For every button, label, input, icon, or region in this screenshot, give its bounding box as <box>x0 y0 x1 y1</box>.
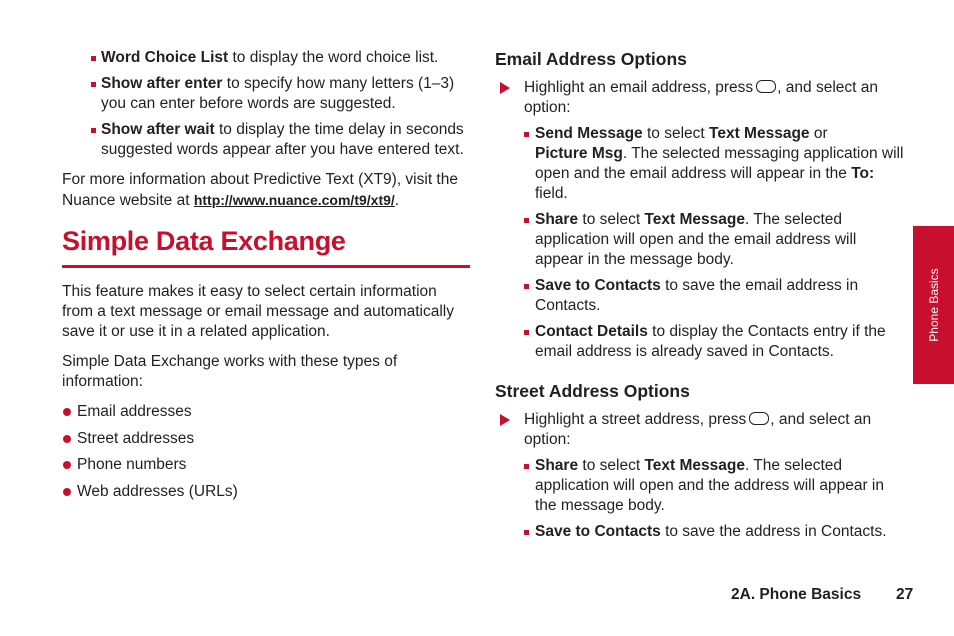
intro-paragraph: This feature makes it easy to select certain information from a text message or email message and automatically save it or use it in a related application. <box>62 283 454 340</box>
option-text: or <box>809 125 828 142</box>
option-share <box>495 210 907 270</box>
option-term: Save to Contacts <box>535 277 661 294</box>
option-term: Contact Details <box>535 323 648 340</box>
square-bullet-icon <box>524 464 529 469</box>
street-step <box>495 410 907 450</box>
square-bullet-icon <box>524 530 529 535</box>
option-term: Text Message <box>709 125 810 142</box>
list-item <box>62 402 470 422</box>
ok-key-icon <box>749 412 769 425</box>
page-number: 27 <box>896 586 914 603</box>
option-text: field. <box>535 185 568 202</box>
list-item-text: Web addresses (URLs) <box>77 482 238 500</box>
option-text: to display the Contacts entry if the email address is already saved in Contacts. <box>535 323 886 360</box>
option-text: to save the address in Contacts. <box>660 523 887 540</box>
step-arrow-icon <box>500 414 510 426</box>
nuance-link[interactable]: http://www.nuance.com/t9/xt9/ <box>193 192 395 208</box>
option-term: Word Choice List <box>101 49 229 66</box>
option-text: to select <box>642 125 710 142</box>
street-options-heading: Street Address Options <box>495 381 690 401</box>
ok-key-icon <box>756 80 776 93</box>
section-side-tab <box>913 226 954 384</box>
red-dot-icon <box>63 435 71 443</box>
right-column <box>495 48 907 548</box>
option-term: Share <box>535 211 579 228</box>
square-bullet-icon <box>91 56 96 61</box>
title-divider <box>62 265 470 268</box>
side-tab-label: Phone Basics <box>926 268 941 342</box>
step-text-end: , and select an option: <box>524 79 878 116</box>
more-info-text: For more information about Predictive Text (XT9), visit the Nuance website at <box>62 171 458 209</box>
option-text: to select <box>578 457 645 474</box>
square-bullet-icon <box>91 128 96 133</box>
more-info-paragraph <box>62 170 470 211</box>
option-text: to display the word choice list. <box>228 49 439 66</box>
types-list <box>62 402 470 502</box>
option-show-after-enter <box>62 74 470 114</box>
option-show-after-wait <box>62 120 470 160</box>
option-save-to-contacts <box>495 276 907 316</box>
list-item <box>62 429 470 449</box>
square-bullet-icon <box>524 132 529 137</box>
red-dot-icon <box>63 461 71 469</box>
square-bullet-icon <box>524 284 529 289</box>
option-term: Show after wait <box>101 121 215 138</box>
option-word-choice-list <box>62 48 470 68</box>
square-bullet-icon <box>524 218 529 223</box>
option-term: Picture Msg <box>535 145 623 162</box>
footer-section: 2A. Phone Basics <box>731 586 862 603</box>
square-bullet-icon <box>524 330 529 335</box>
option-contact-details <box>495 322 907 362</box>
option-text: . The selected messaging application will open and the email address will appear in the <box>535 145 904 182</box>
list-item <box>62 482 470 502</box>
option-term: To: <box>851 165 875 182</box>
square-bullet-icon <box>91 82 96 87</box>
red-dot-icon <box>63 488 71 496</box>
list-item-text: Street addresses <box>77 429 195 447</box>
option-term: Send Message <box>535 125 643 142</box>
option-save-to-contacts <box>495 522 907 542</box>
list-item <box>62 455 470 475</box>
list-item-text: Phone numbers <box>77 456 187 473</box>
option-term: Share <box>535 457 579 474</box>
step-text: Highlight an email address, press <box>524 79 754 96</box>
section-title: Simple Data Exchange <box>62 226 346 256</box>
list-item-text: Email addresses <box>77 403 192 420</box>
left-column <box>62 48 470 508</box>
red-dot-icon <box>63 408 71 416</box>
more-info-end: . <box>394 192 400 209</box>
email-step <box>495 78 907 118</box>
option-term: Text Message <box>644 211 745 228</box>
option-term: Text Message <box>644 457 745 474</box>
option-text: to save the email address in Contacts. <box>535 277 859 314</box>
option-send-message <box>495 124 907 204</box>
option-text: to specify how many letters (1–3) you can enter before words are suggested. <box>101 75 455 112</box>
option-term: Save to Contacts <box>535 523 661 540</box>
option-text: to select <box>578 211 645 228</box>
option-text: to display the time delay in seconds suggested words appear after you have entered text. <box>101 121 464 158</box>
option-share <box>495 456 907 516</box>
email-options-heading: Email Address Options <box>495 49 687 69</box>
step-text-end: , and select an option: <box>524 411 872 448</box>
option-text: . The selected application will open and the address will appear in the message body. <box>535 457 884 514</box>
step-text: Highlight a street address, press <box>524 411 747 428</box>
step-arrow-icon <box>500 82 510 94</box>
option-term: Show after enter <box>101 75 223 92</box>
types-intro: Simple Data Exchange works with these types of information: <box>62 353 398 390</box>
option-text: . The selected application will open and the email address will appear in the message body. <box>535 211 857 268</box>
